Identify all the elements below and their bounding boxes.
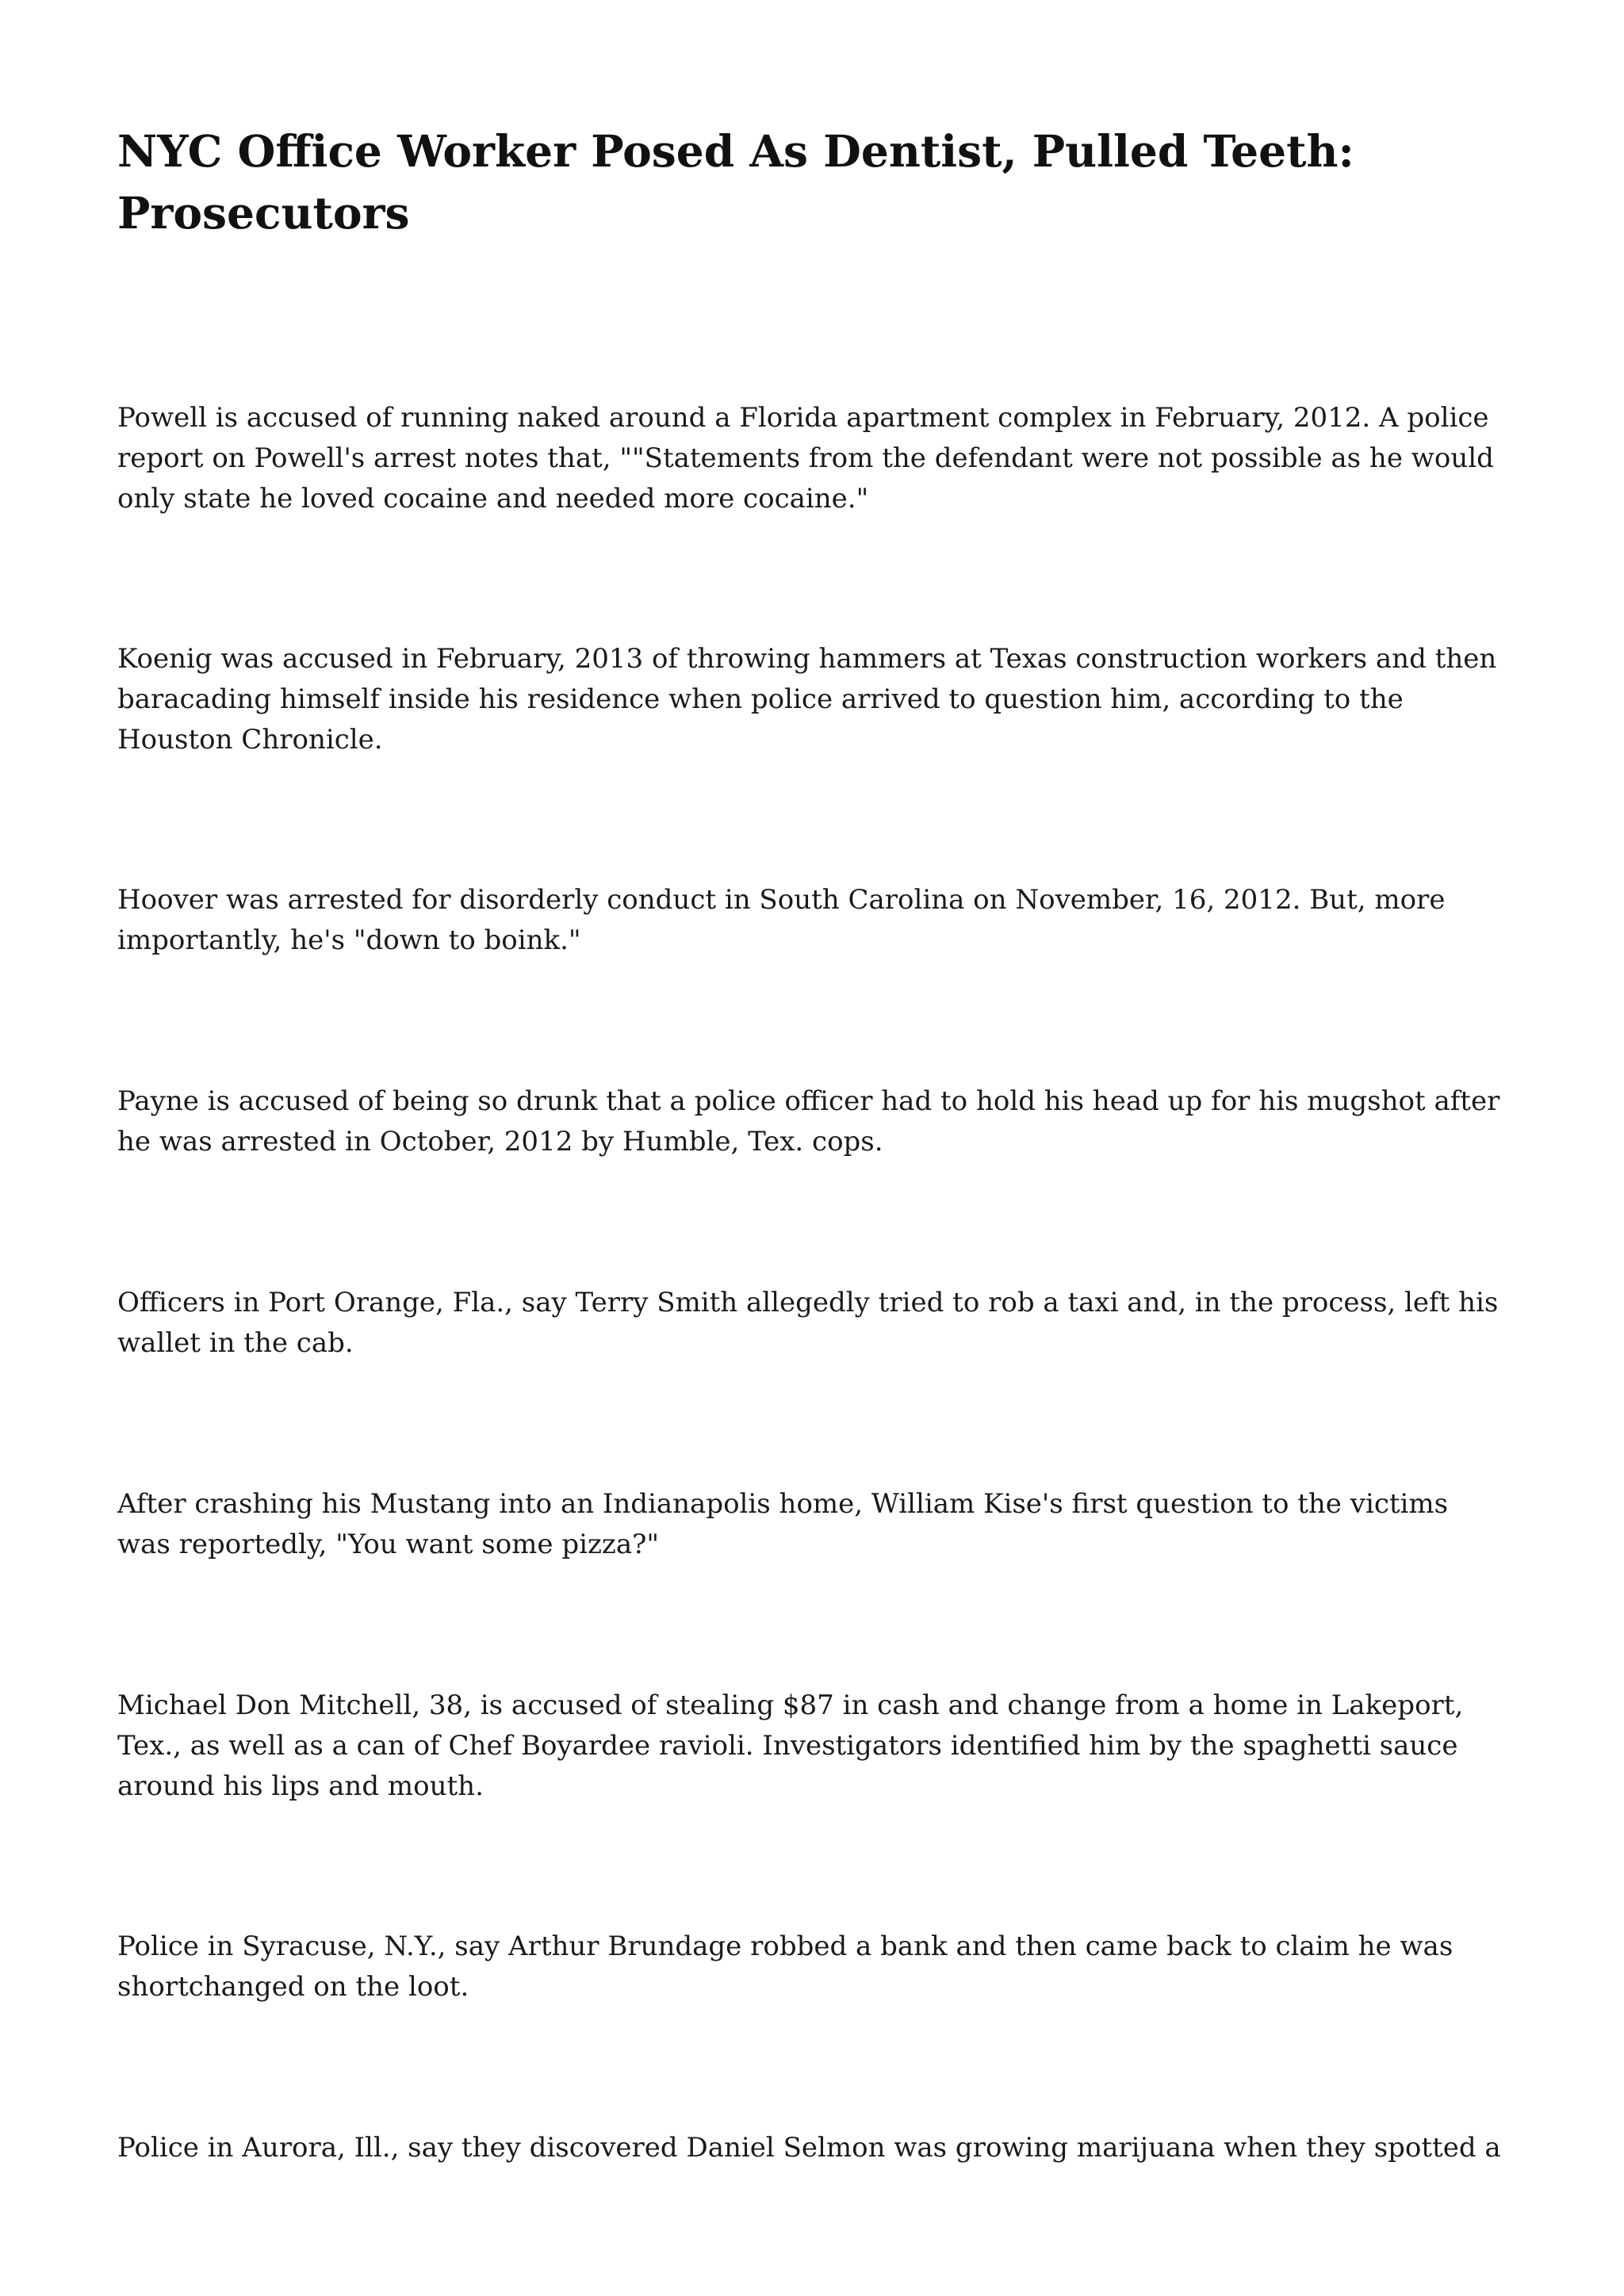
article-paragraph: Payne is accused of being so drunk that a police officer had to hold his head up for his mugshot after he was arrested in October, 2012 by Humble, Tex. cops. xyxy=(117,1085,1500,1158)
article-paragraph: Police in Syracuse, N.Y., say Arthur Brundage robbed a bank and then came back to claim he was shortchanged on the loot. xyxy=(117,1931,1454,2003)
article-headline: NYC Office Worker Posed As Dentist, Pulled Teeth: Prosecutors xyxy=(117,125,1354,239)
article-paragraph: Hoover was arrested for disorderly conduct in South Carolina on November, 16, 2012. But, more importantly, he's "down to boink." xyxy=(117,884,1446,956)
article-paragraph: Officers in Port Orange, Fla., say Terry Smith allegedly tried to rob a taxi and, in the process, left his wallet in the cab. xyxy=(117,1287,1499,1359)
article-paragraph: After crashing his Mustang into an Indianapolis home, William Kise's first question to the victims was reportedly, "You want some pizza?" xyxy=(117,1488,1449,1560)
article-paragraph: Koenig was accused in February, 2013 of throwing hammers at Texas construction workers and then baracading himself inside his residence when police arrived to question him, according to the Houston Chronicle. xyxy=(117,643,1497,756)
article-paragraph: Police in Aurora, Ill., say they discovered Daniel Selmon was growing marijuana when they spotted a xyxy=(117,2132,1501,2164)
article-paragraph: Michael Don Mitchell, 38, is accused of stealing $87 in cash and change from a home in Lakeport, Tex., as well as a can of Chef Boyardee ravioli. Investigators identified him by the spaghetti sauce around his lips and mouth. xyxy=(117,1689,1464,1802)
article-paragraph: Powell is accused of running naked around a Florida apartment complex in February, 2012. A police report on Powell's arrest notes that, ""Statements from the defendant were not possible as he would only state he loved cocaine and needed more cocaine." xyxy=(117,402,1494,515)
